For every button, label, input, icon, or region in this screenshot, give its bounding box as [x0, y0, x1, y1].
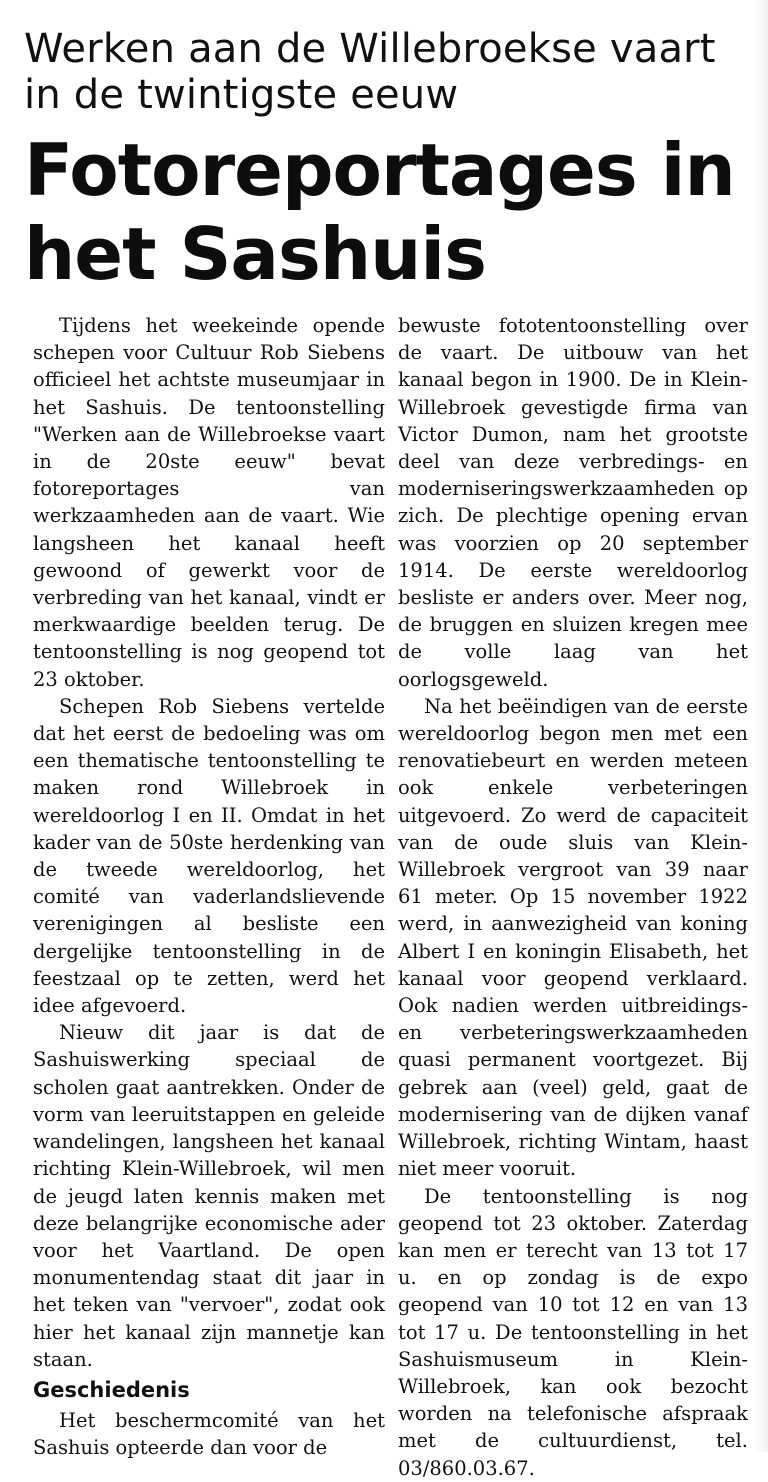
paragraph: Na het beëindigen van de eerste wereldoorlog begon men met een renovatiebeurt en werden meteen ook enkele verbeteringen uitgevoerd. Zo werd de capaciteit van de oude sluis van Klein-Willebroek vergroot van 39 naar 61 meter. Op 15 november 1922 werd, in aanwezigheid van koning Albert I en koningin Elisabeth, het kanaal voor geopend verklaard. Ook nadien werden uitbreidings- en verbeteringswerkzaamheden quasi permanent voortgezet. Bij gebrek aan (veel) geld, gaat de modernisering van de dijken vanaf Willebroek, richting Wintam, haast niet meer vooruit.	[398, 694, 748, 1181]
paragraph: De tentoonstelling is nog geopend tot 23 oktober. Zaterdag kan men er terecht van 13 tot 17 u. en op zondag is de expo geopend van 10 tot 12 en van 13 tot 17 u. De tentoonstelling in het Sashuismuseum in Klein-Willebroek, kan ook bezocht worden na telefonische afspraak met de cultuurdienst, tel. 03/860.03.67.	[398, 1184, 748, 1480]
article-headline: Fotoreportages in het Sashuis	[24, 128, 735, 296]
paragraph: Nieuw dit jaar is dat de Sashuiswerking speciaal de scholen gaat aantrekken. Onder de vorm van leeruitstappen en geleide wandelingen, langsheen het kanaal richting Klein-Willebroek, wil men de jeugd laten kennis maken met deze belangrijke economische ader voor het Vaartland. De open monumentendag staat dit jaar in het teken van "vervoer", zodat ook hier het kanaal zijn mannetje kan staan.	[33, 1021, 385, 1371]
left-column	[33, 312, 385, 1461]
paragraph-continued: bewuste fototentoonstelling over de vaart. De uitbouw van het kanaal begon in 1900. De in Klein-Willebroek gevestigde firma van Victor Dumon, nam het grootste deel van deze verbredings- en moderniseringswerkzaamheden op zich. De plechtige opening ervan was voorzien op 20 september 1914. De eerste wereldoorlog besliste er anders over. Meer nog, de bruggen en sluizen kregen mee de volle laag van het oorlogsgeweld.	[398, 314, 748, 691]
right-column	[398, 312, 748, 1482]
paragraph: Het beschermcomité van het Sashuis opteerde dan voor de	[33, 1408, 385, 1460]
article-kicker: Werken aan de Willebroekse vaart in de twintigste eeuw	[24, 26, 716, 118]
section-subheading: Geschiedenis	[33, 1377, 190, 1402]
paragraph: Tijdens het weekeinde opende schepen voor Cultuur Rob Siebens officieel het achtste museumjaar in het Sashuis. De tentoonstelling "Werken aan de Willebroekse vaart in de 20ste eeuw" bevat fotoreportages van werkzaamheden aan de vaart. Wie langsheen het kanaal heeft gewoond of gewerkt voor de verbreding van het kanaal, vindt er merkwaardige beelden terug. De tentoonstelling is nog geopend tot 23 oktober.	[33, 314, 385, 691]
page-edge-shadow	[754, 0, 768, 1452]
paragraph: Schepen Rob Siebens vertelde dat het eerst de bedoeling was om een thematische tentoonstelling te maken rond Willebroek in wereldoorlog I en II. Omdat in het kader van de 50ste herdenking van de tweede wereldoorlog, het comité van vaderlandslievende verenigingen al besliste een dergelijke tentoonstelling in de feestzaal op te zetten, werd het idee afgevoerd.	[33, 694, 385, 1018]
